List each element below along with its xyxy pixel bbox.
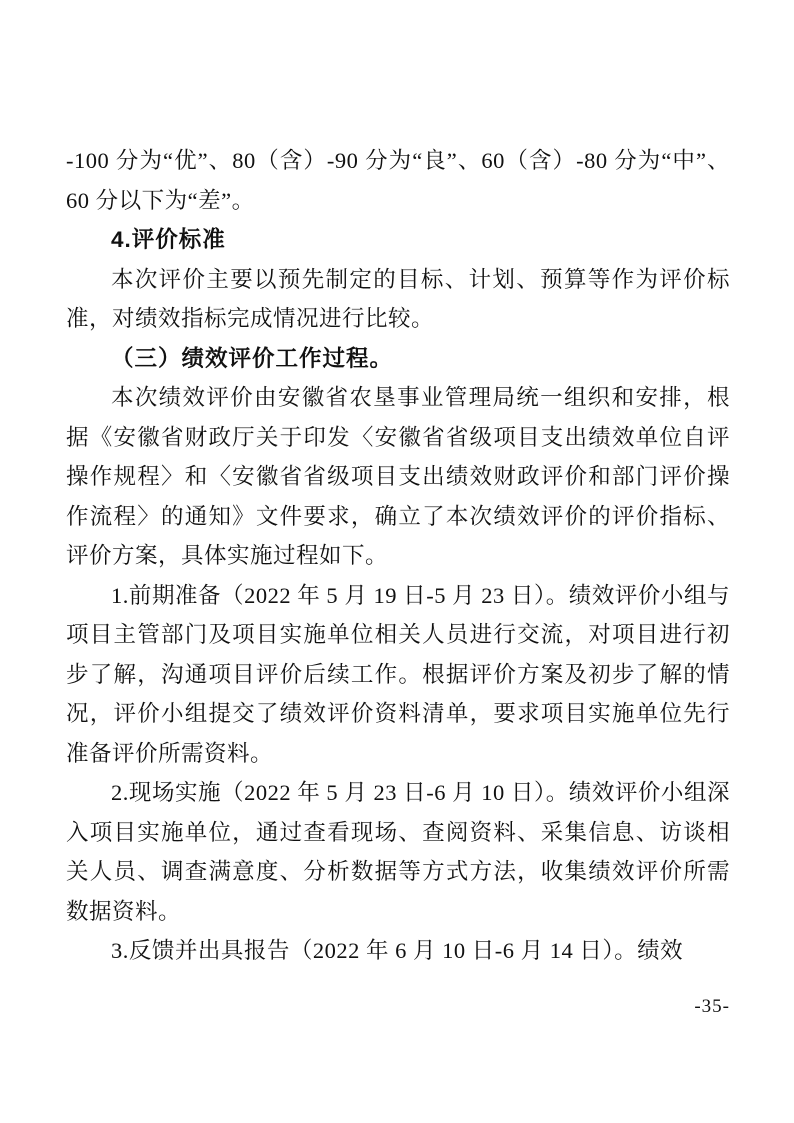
heading-evaluation-criteria: 4.评价标准 [111, 227, 226, 252]
paragraph-evaluation-criteria: 本次评价主要以预先制定的目标、计划、预算等作为评价标准，对绩效指标完成情况进行比较。 [66, 266, 730, 331]
heading-evaluation-work-process: （三）绩效评价工作过程。 [111, 345, 394, 371]
paragraph-step1-preparation: 1.前期准备（2022 年 5 月 19 日-5 月 23 日）。绩效评价小组与项目主管部门及项目实施单位相关人员进行交流，对项目进行初步了解，沟通项目评价后续工作。根据评价方案及初步了解的情况，评价小组提交了绩效评价资料清单，要求项目实施单位先行准备评价所需资料。 [66, 582, 730, 766]
paragraph-step2-onsite-implementation: 2.现场实施（2022 年 5 月 23 日-6 月 10 日）。绩效评价小组深入项目实施单位，通过查看现场、查阅资料、采集信息、访谈相关人员、调查满意度、分析数据等方式方法，收集绩效评价所需数据资料。 [66, 780, 730, 924]
paragraph-organization-basis: 本次绩效评价由安徽省农垦事业管理局统一组织和安排，根据《安徽省财政厅关于印发〈安徽省省级项目支出绩效单位自评操作规程〉和〈安徽省省级项目支出绩效财政评价和部门评价操作流程〉的通知》文件要求，确立了本次绩效评价的评价指标、评价方案，具体实施过程如下。 [66, 385, 730, 568]
paragraph-step3-feedback-report: 3.反馈并出具报告（2022 年 6 月 10 日-6 月 14 日）。绩效 [111, 938, 684, 963]
paragraph-grade-thresholds: -100 分为“优”、80（含）-90 分为“良”、60（含）-80 分为“中”、60 分以下为“差”。 [66, 148, 730, 213]
document-body [66, 141, 730, 971]
page-number: -35- [694, 996, 730, 1017]
